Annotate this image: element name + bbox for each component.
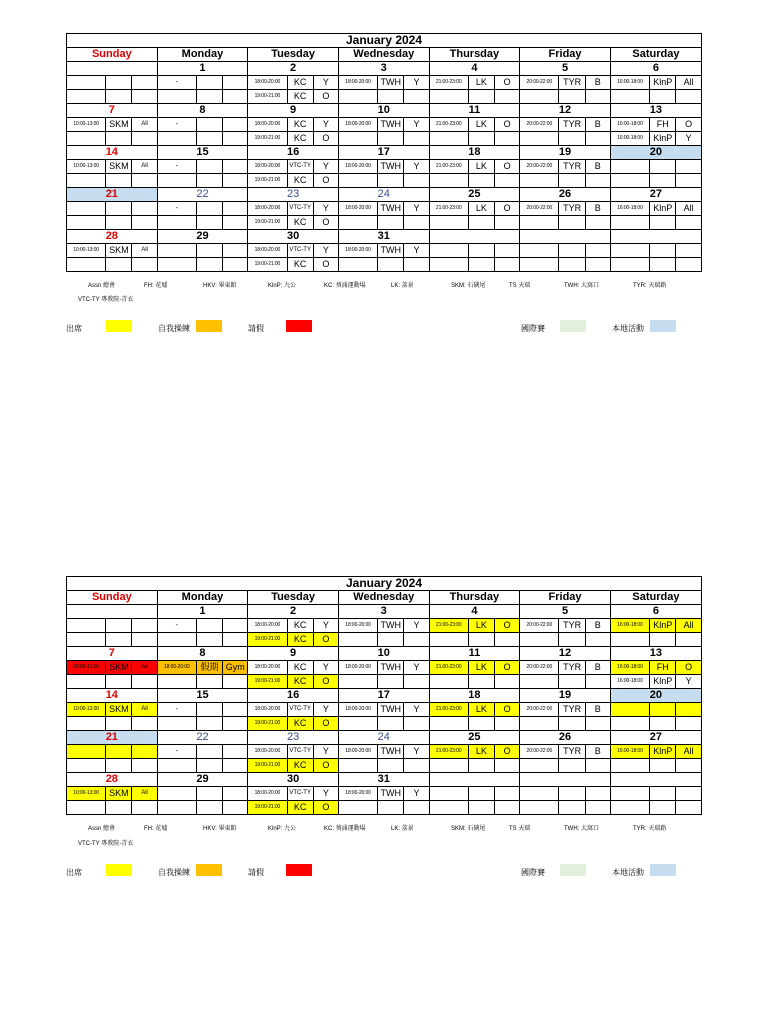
date-cell: 2 — [248, 605, 339, 619]
date-cell: 19 — [520, 689, 611, 703]
weekday-wednesday: Wednesday — [338, 591, 429, 605]
date-row — [67, 62, 702, 76]
date-cell: 1 — [157, 605, 248, 619]
date-cell: 23 — [248, 731, 339, 745]
session-row: - 18:00-20:00 KC Y 18:00-20:00 TWH Y 21:00-23:00 LK O 20:00-22:00 TYR B 16:00-18:00 KlnP All — [67, 619, 702, 633]
weekday-monday: Monday — [157, 591, 248, 605]
date-row — [67, 230, 702, 244]
weekday-thursday: Thursday — [429, 48, 520, 62]
date-row — [67, 605, 702, 619]
date-row — [67, 146, 702, 160]
weekday-header — [67, 591, 702, 605]
date-cell: 4 — [429, 605, 520, 619]
date-cell: 21 — [67, 188, 158, 202]
date-cell: 26 — [520, 731, 611, 745]
date-cell: 11 — [429, 104, 520, 118]
date-cell: 9 — [248, 647, 339, 661]
session-row: 10:00-13:00 SKM All - 18:00-20:00 VTC-TY Y 18:00-20:00 TWH Y 21:00-23:00 LK O 20:00-22:00 TYR B — [67, 703, 702, 717]
session-row: 19:00-21:00 KC O — [67, 258, 702, 272]
date-cell: 15 — [157, 689, 248, 703]
date-cell: 10 — [338, 104, 429, 118]
date-cell: 30 — [248, 773, 339, 787]
date-cell: 25 — [429, 731, 520, 745]
date-cell: 27 — [610, 188, 701, 202]
session-row: 10:00-13:00 SKM All - 18:00-20:00 VTC-TY Y 18:00-20:00 TWH Y 21:00-23:00 LK O 20:00-22:00 TYR B — [67, 160, 702, 174]
local-swatch — [650, 320, 676, 332]
date-cell: 5 — [520, 605, 611, 619]
session-row: 19:00-21:00 KC O — [67, 90, 702, 104]
date-cell: 13 — [610, 647, 701, 661]
date-cell: 14 — [67, 146, 158, 160]
session-row: 10:00-13:00 SKM All 18:00-20:00 VTC-TY Y 18:00-20:00 TWH Y — [67, 787, 702, 801]
date-cell: 6 — [610, 62, 701, 76]
date-cell: 21 — [67, 731, 158, 745]
date-cell: 30 — [248, 230, 339, 244]
weekday-sunday: Sunday — [67, 48, 158, 62]
date-cell: 20 — [610, 689, 701, 703]
session-row: 19:00-21:00 KC O 16:00-18:00 KlnP Y — [67, 132, 702, 146]
session-row: 19:00-21:00 KC O — [67, 216, 702, 230]
date-cell: 12 — [520, 647, 611, 661]
date-cell: 14 — [67, 689, 158, 703]
date-row — [67, 731, 702, 745]
date-cell: 29 — [157, 230, 248, 244]
weekday-saturday: Saturday — [610, 591, 701, 605]
date-cell: 1 — [157, 62, 248, 76]
session-row: 10:00-13:00 SKM All - 18:00-20:00 KC Y 18:00-20:00 TWH Y 21:00-23:00 LK O 20:00-22:00 TYR B 16:00-18:00 FH O — [67, 118, 702, 132]
date-cell: 28 — [67, 230, 158, 244]
calendar-title: January 2024 — [67, 34, 702, 48]
session-row: - 18:00-20:00 VTC-TY Y 18:00-20:00 TWH Y 21:00-23:00 LK O 20:00-22:00 TYR B 16:00-18:00 KlnP All — [67, 202, 702, 216]
session-row: - 18:00-20:00 VTC-TY Y 18:00-20:00 TWH Y 21:00-23:00 LK O 20:00-22:00 TYR B 16:00-18:00 KlnP All — [67, 745, 702, 759]
date-cell: 31 — [338, 230, 429, 244]
session-row: 19:00-21:00 KC O — [67, 174, 702, 188]
leave-swatch — [286, 864, 312, 876]
calendar-highlighted — [66, 576, 702, 815]
session-row: 19:00-21:00 KC O — [67, 759, 702, 773]
date-cell: 7 — [67, 104, 158, 118]
date-cell: 3 — [338, 62, 429, 76]
session-row: 10:00-13:00 SKM All 18:00-20:00 假期 Gym 18:00-20:00 KC Y 18:00-20:00 TWH Y 21:00-23:00 LK O 20:00-22:00 TYR B 16:00-18:00 FH O — [67, 661, 702, 675]
date-cell: 11 — [429, 647, 520, 661]
intl-swatch — [560, 864, 586, 876]
weekday-friday: Friday — [520, 591, 611, 605]
date-cell: 13 — [610, 104, 701, 118]
session-row: 19:00-21:00 KC O — [67, 717, 702, 731]
date-row — [67, 104, 702, 118]
weekday-tuesday: Tuesday — [248, 48, 339, 62]
date-cell: 31 — [338, 773, 429, 787]
date-cell: 17 — [338, 146, 429, 160]
date-cell: 12 — [520, 104, 611, 118]
date-cell: 2 — [248, 62, 339, 76]
date-row — [67, 773, 702, 787]
leave-swatch — [286, 320, 312, 332]
date-cell: 16 — [248, 689, 339, 703]
date-cell: 23 — [248, 188, 339, 202]
vtc-note: VTC-TY 專教院-青衣 — [78, 297, 134, 303]
date-cell: 9 — [248, 104, 339, 118]
weekday-header — [67, 48, 702, 62]
weekday-monday: Monday — [157, 48, 248, 62]
session-row: 19:00-21:00 KC O — [67, 801, 702, 815]
date-cell: 22 — [157, 731, 248, 745]
location-legend: Assn 總會 FH: 花墟 HKV: 畢東館 KlnP: 九公 KC: 葵涌運動場 LK: 荔景 SKM: 石硤尾 TS 天瑞 TWH: 大窩口 TYR: 天瑞路 — [88, 826, 667, 832]
date-row — [67, 647, 702, 661]
date-cell: 28 — [67, 773, 158, 787]
date-cell: 22 — [157, 188, 248, 202]
calendar-blank — [66, 33, 702, 272]
date-cell: 3 — [338, 605, 429, 619]
selftrain-swatch — [196, 320, 222, 332]
date-cell: 16 — [248, 146, 339, 160]
session-row: 10:00-13:00 SKM All 18:00-20:00 VTC-TY Y 18:00-20:00 TWH Y — [67, 244, 702, 258]
date-cell: 6 — [610, 605, 701, 619]
date-cell: 25 — [429, 188, 520, 202]
date-cell: 4 — [429, 62, 520, 76]
attend-swatch — [106, 864, 132, 876]
date-cell: 27 — [610, 731, 701, 745]
date-cell: 15 — [157, 146, 248, 160]
date-cell: 19 — [520, 146, 611, 160]
date-cell: 20 — [610, 146, 701, 160]
weekday-friday: Friday — [520, 48, 611, 62]
date-row — [67, 689, 702, 703]
date-cell: 18 — [429, 689, 520, 703]
session-row: 19:00-21:00 KC O 16:00-18:00 KlnP Y — [67, 675, 702, 689]
calendar-title: January 2024 — [67, 577, 702, 591]
session-row: 19:00-21:00 KC O — [67, 633, 702, 647]
date-cell: 8 — [157, 647, 248, 661]
weekday-thursday: Thursday — [429, 591, 520, 605]
date-cell: 24 — [338, 188, 429, 202]
weekday-saturday: Saturday — [610, 48, 701, 62]
date-cell: 7 — [67, 647, 158, 661]
date-cell: 26 — [520, 188, 611, 202]
attend-swatch — [106, 320, 132, 332]
weekday-wednesday: Wednesday — [338, 48, 429, 62]
weekday-tuesday: Tuesday — [248, 591, 339, 605]
date-cell: 24 — [338, 731, 429, 745]
vtc-note: VTC-TY 專教院-青衣 — [78, 841, 134, 847]
date-cell: 18 — [429, 146, 520, 160]
date-cell: 17 — [338, 689, 429, 703]
selftrain-swatch — [196, 864, 222, 876]
date-cell: 29 — [157, 773, 248, 787]
local-swatch — [650, 864, 676, 876]
date-cell: 5 — [520, 62, 611, 76]
location-legend: Assn 總會 FH: 花墟 HKV: 畢東館 KlnP: 九公 KC: 葵涌運動場 LK: 荔景 SKM: 石硤尾 TS 天瑞 TWH: 大窩口 TYR: 天瑞路 — [88, 283, 667, 289]
date-cell: 8 — [157, 104, 248, 118]
date-cell: 10 — [338, 647, 429, 661]
date-row — [67, 188, 702, 202]
intl-swatch — [560, 320, 586, 332]
session-row: - 18:00-20:00 KC Y 18:00-20:00 TWH Y 21:00-23:00 LK O 20:00-22:00 TYR B 16:00-18:00 KlnP All — [67, 76, 702, 90]
weekday-sunday: Sunday — [67, 591, 158, 605]
